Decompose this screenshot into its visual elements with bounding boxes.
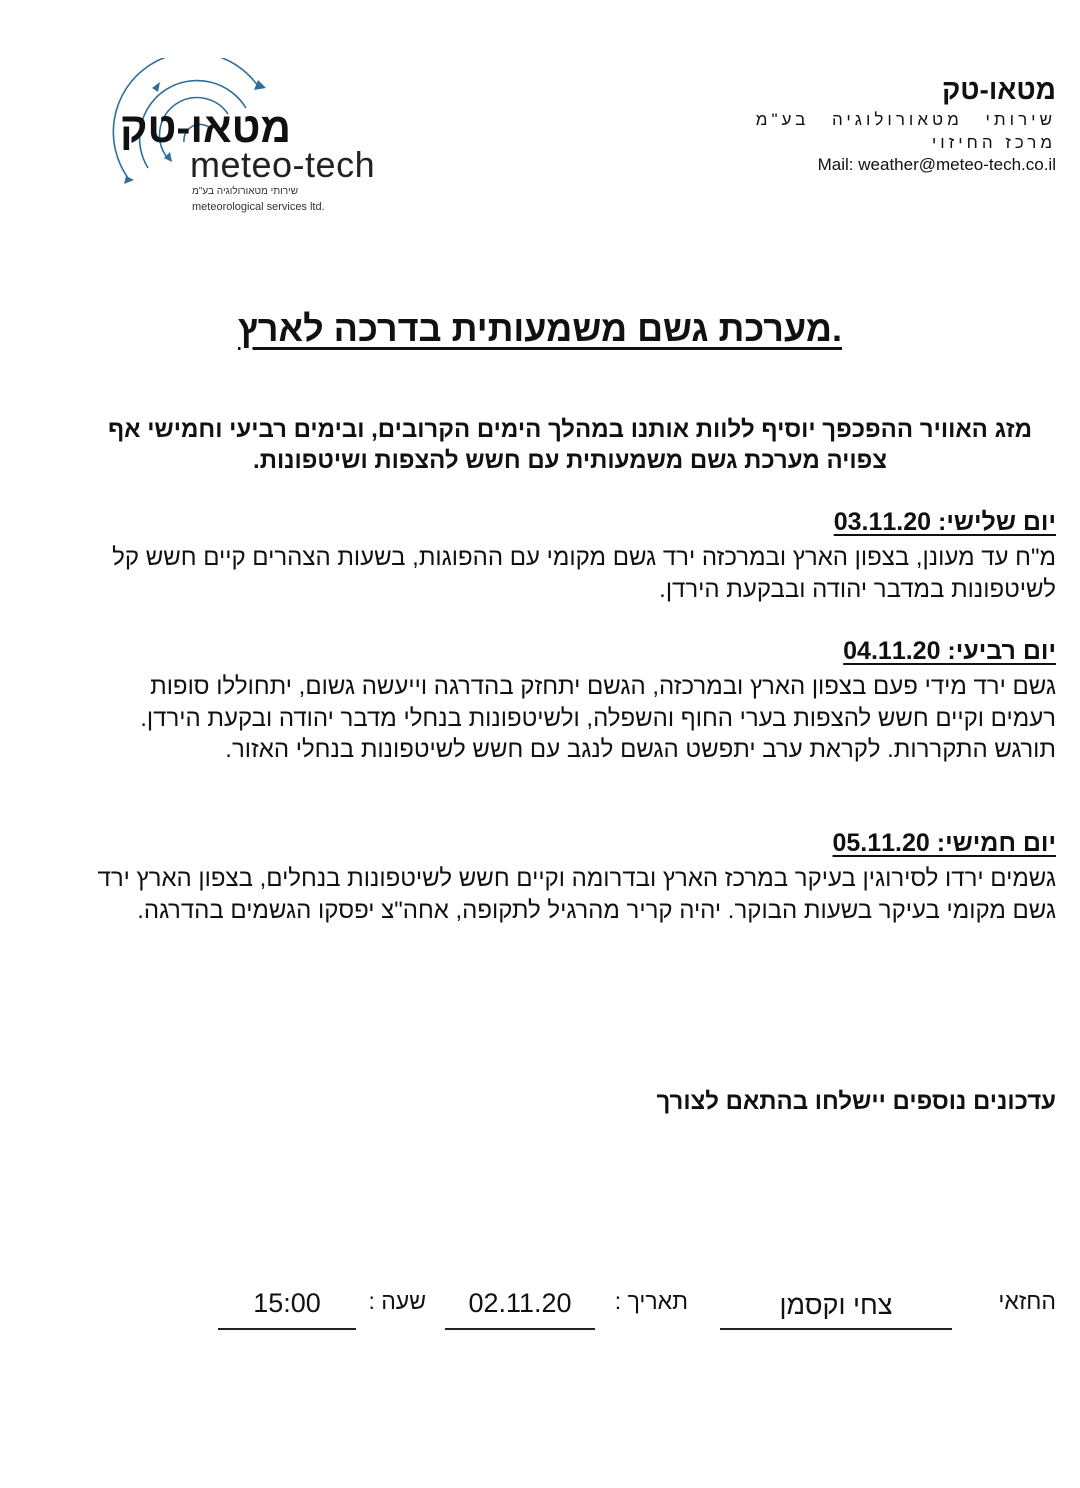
- logo-text-hebrew: מטאו-טק: [120, 104, 292, 151]
- header-services: שירותי מטאורולוגיה בע"מ: [755, 110, 1056, 129]
- date-underline: [445, 1328, 595, 1330]
- header-center: מרכז החיזוי: [931, 133, 1056, 152]
- forecaster-value: צחי וקסמן: [779, 1290, 893, 1320]
- logo-subtitle-english: meteorological services ltd.: [192, 201, 325, 213]
- logo-subtitle-hebrew: שירותי מטאורולוגיה בע"מ: [192, 186, 298, 197]
- header-company-name: מטאו-טק: [941, 74, 1056, 105]
- day-heading-wednesday: יום רביעי: 04.11.20: [843, 637, 1056, 665]
- forecaster-underline: [720, 1328, 952, 1330]
- date-value: 02.11.20: [468, 1288, 572, 1318]
- day-text-thursday: גשמים ירדו לסירוגין בעיקר במרכז הארץ ובדרומה וקיים חשש לשיטפונות בנחלים, בצפון הארץ ירד גשם מקומי בעיקר בשעות הבוקר. יהיה קריר מהרגיל לתקופה, אחה"צ יפסקו הגשמים בהדרגה.: [97, 865, 1056, 924]
- time-value: 15:00: [253, 1288, 321, 1318]
- document-title: מערכת גשם משמעותית בדרכה לארץ.: [237, 308, 843, 349]
- logo-text-english: meteo-tech: [190, 144, 376, 185]
- forecaster-label: החזאי: [998, 1288, 1056, 1314]
- time-label: שעה :: [368, 1288, 426, 1314]
- intro-paragraph: מזג האוויר ההפכפך יוסיף ללוות אותנו במהלך הימים הקרובים, ובימים רביעי וחמישי אף צפויה מערכת גשם משמעותית עם חשש להצפות ושיטפונות.: [107, 416, 1033, 474]
- day-text-wednesday: גשם ירד מידי פעם בצפון הארץ ובמרכזה, הגשם יתחזק בהדרגה וייעשה גשום, יתחוללו סופות רעמים וקיים חשש להצפות בערי החוף והשפלה, ולשיטפונות בנחלי מדבר יהודה ובקעת הירדן. תורגש התקררות. לקראת ערב יתפשט הגשם לנגב עם חשש לשיטפונות בנחלי האזור.: [140, 673, 1056, 763]
- day-text-tuesday: מ"ח עד מעונן, בצפון הארץ ובמרכזה ירד גשם מקומי עם ההפוגות, בשעות הצהרים קיים חשש קל לשיטפונות במדבר יהודה ובבקעת הירדן.: [112, 544, 1056, 603]
- time-underline: [218, 1328, 356, 1330]
- document-title-wrap: [0, 308, 1080, 350]
- date-label: תאריך :: [614, 1288, 688, 1314]
- day-heading-tuesday: יום שלישי: 03.11.20: [833, 508, 1056, 536]
- header-mail: Mail: weather@meteo-tech.co.il: [817, 155, 1056, 174]
- day-heading-thursday: יום חמישי: 05.11.20: [832, 829, 1056, 857]
- company-logo: [108, 58, 408, 218]
- updates-note: עדכונים נוספים יישלחו בהתאם לצורך: [656, 1088, 1056, 1115]
